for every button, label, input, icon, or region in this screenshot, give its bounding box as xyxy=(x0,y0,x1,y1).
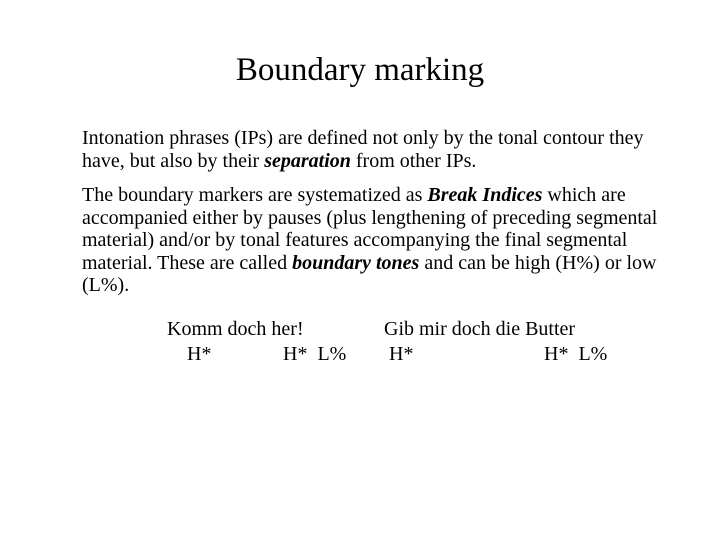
example-sentence-1: Komm doch her! xyxy=(167,318,304,340)
slide-title: Boundary marking xyxy=(235,52,485,88)
example-1-tone-1: H* xyxy=(187,343,212,365)
example-sentence-2: Gib mir doch die Butter xyxy=(384,318,576,340)
emphasis-separation: separation xyxy=(264,149,351,172)
emphasis-boundary-tones: boundary tones xyxy=(292,251,420,274)
example-1-tone-2: H* L% xyxy=(283,343,347,365)
paragraph-text: which are accompanied either by pauses (plus lengthening of preceding segmental material) and/or by tonal features accompanying the final segmental material. These are called xyxy=(82,184,658,274)
example-2-tone-2: H* L% xyxy=(544,343,608,365)
paragraph-ip-definition xyxy=(82,127,682,172)
emphasis-break-indices: Break Indices xyxy=(427,184,543,206)
paragraph-text: and can be high (H%) or low (L%). xyxy=(82,251,657,296)
paragraph-boundary-markers xyxy=(82,184,682,297)
paragraph-text: The boundary markers are systematized as xyxy=(82,184,428,206)
paragraph-text: Intonation phrases (IPs) are defined not only by the tonal contour they have, but also by their xyxy=(82,127,644,172)
paragraph-text: from other IPs. xyxy=(350,149,477,172)
example-2-tone-1: H* xyxy=(389,343,414,365)
